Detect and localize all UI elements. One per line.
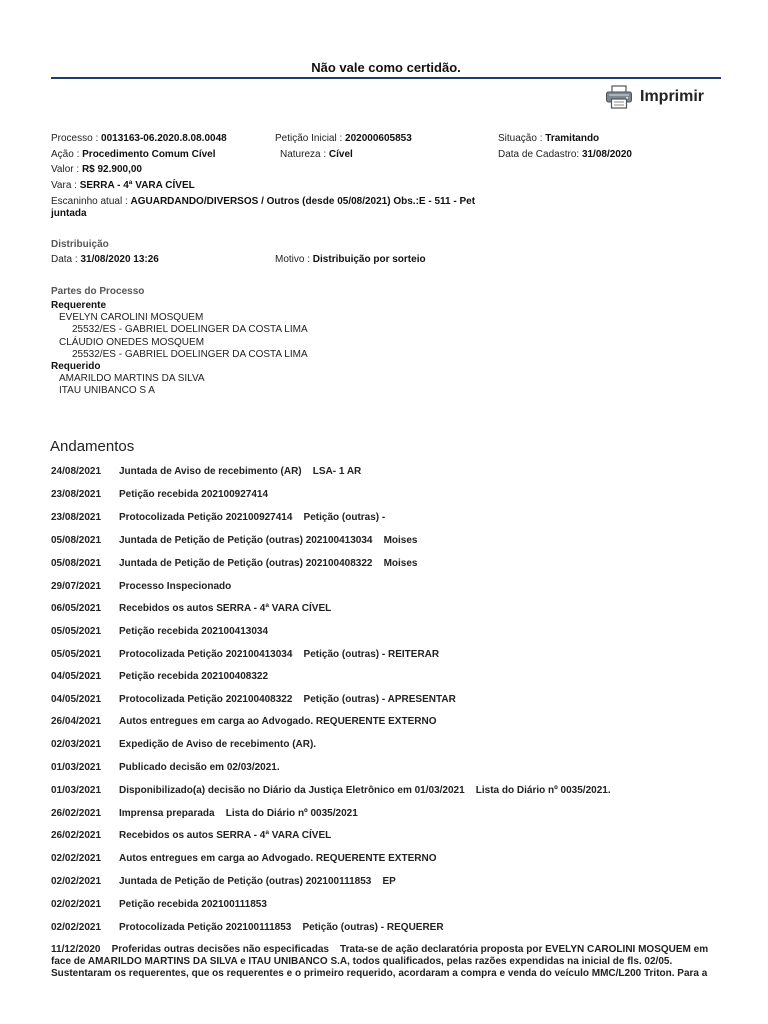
escaninho-field: Escaninho atual : AGUARDANDO/DIVERSOS / Outros (desde 05/08/2021) Obs.:E - 511 - Pet: [51, 196, 476, 207]
andamentos-title: Andamentos: [50, 438, 135, 455]
andamento-row: 26/02/2021 Recebidos os autos SERRA - 4ª VARA CÍVEL: [51, 830, 332, 841]
andamento-row: 24/08/2021 Juntada de Aviso de recebimento (AR) LSA- 1 AR: [51, 466, 362, 477]
andamento-row: 02/02/2021 Juntada de Petição de Petição (outras) 202100111853 EP: [51, 876, 396, 887]
andamento-row: 04/05/2021 Protocolizada Petição 202100408322 Petição (outras) - APRESENTAR: [51, 694, 456, 705]
andamento-row: 01/03/2021 Disponibilizado(a) decisão no Diário da Justiça Eletrônico em 01/03/2021 Lista do Diário nº 0035/2021.: [51, 785, 611, 796]
andamento-row: 05/05/2021 Protocolizada Petição 202100413034 Petição (outras) - REITERAR: [51, 649, 440, 660]
andamento-row: 02/02/2021 Protocolizada Petição 202100111853 Petição (outras) - REQUERER: [51, 922, 444, 933]
party-name: AMARILDO MARTINS DA SILVA: [59, 373, 205, 385]
andamento-row: 04/05/2021 Petição recebida 202100408322: [51, 671, 268, 682]
valor-field: Valor : R$ 92.900,00: [51, 164, 142, 175]
distribuicao-motivo: Motivo : Distribuição por sorteio: [275, 254, 426, 265]
natureza-field: Natureza : Cível: [280, 149, 353, 160]
acao-field: Ação : Procedimento Comum Cível: [51, 149, 216, 160]
vara-field: Vara : SERRA - 4ª VARA CÍVEL: [51, 180, 195, 191]
andamento-row: 29/07/2021 Processo Inspecionado: [51, 581, 232, 592]
partes-list: [51, 300, 308, 398]
processo-field: Processo : 0013163-06.2020.8.08.0048: [51, 133, 227, 144]
andamento-row: 02/02/2021 Autos entregues em carga ao Advogado. REQUERENTE EXTERNO: [51, 853, 437, 864]
cadastro-field: Data de Cadastro: 31/08/2020: [498, 149, 632, 160]
party-name: ITAU UNIBANCO S A: [59, 385, 155, 397]
andamento-row: 05/08/2021 Juntada de Petição de Petição (outras) 202100413034 Moises: [51, 535, 418, 546]
lawyer-name: 25532/ES - GABRIEL DOELINGER DA COSTA LIMA: [72, 348, 308, 360]
andamento-row: 05/05/2021 Petição recebida 202100413034: [51, 626, 268, 637]
escaninho-field-cont: juntada: [51, 208, 87, 219]
requerido-label: Requerido: [51, 361, 101, 373]
requerente-label: Requerente: [51, 300, 107, 311]
andamento-row: 23/08/2021 Petição recebida 202100927414: [51, 489, 268, 500]
print-button[interactable]: [605, 84, 704, 110]
distribuicao-title: Distribuição: [51, 239, 109, 250]
andamento-row: 26/04/2021 Autos entregues em carga ao Advogado. REQUERENTE EXTERNO: [51, 716, 437, 727]
lawyer-name: 25532/ES - GABRIEL DOELINGER DA COSTA LIMA: [72, 324, 308, 336]
distribuicao-data: Data : 31/08/2020 13:26: [51, 254, 159, 265]
situacao-field: Situação : Tramitando: [498, 133, 600, 144]
andamento-row: 05/08/2021 Juntada de Petição de Petição (outras) 202100408322 Moises: [51, 558, 418, 569]
printer-icon: [605, 85, 633, 109]
andamento-row: 02/03/2021 Expedição de Aviso de recebimento (AR).: [51, 739, 317, 750]
party-name: EVELYN CAROLINI MOSQUEM: [59, 312, 204, 324]
andamento-row: 23/08/2021 Protocolizada Petição 202100927414 Petição (outras) -: [51, 512, 386, 523]
party-name: CLÁUDIO ONEDES MOSQUEM: [59, 336, 205, 348]
andamento-row: 26/02/2021 Imprensa preparada Lista do Diário nº 0035/2021: [51, 808, 358, 819]
print-label: Imprimir: [640, 88, 705, 105]
andamento-row-long: 11/12/2020 Proferidas outras decisões não especificadas Trata-se de ação declaratória proposta por EVELYN CAROLINI MOSQUEM em face de AMARILDO MARTINS DA SILVA e ITAU UNIBANCO S.A, todos qualificados, pelas razões expendidas na inicial de fls. 02/05. Sustentaram os requerentes, que os requerentes e o primeiro requerido, acordaram a compra e venda do veículo MMC/L200 Triton. Para a: [51, 944, 711, 979]
peticao-field: Petição Inicial : 202000605853: [275, 133, 412, 144]
andamento-row: 06/05/2021 Recebidos os autos SERRA - 4ª VARA CÍVEL: [51, 603, 332, 614]
partes-title: Partes do Processo: [51, 286, 145, 297]
page-title: Não vale como certidão.: [311, 60, 461, 75]
andamento-row: 01/03/2021 Publicado decisão em 02/03/2021.: [51, 762, 280, 773]
header-divider: [51, 77, 721, 79]
andamento-row: 02/02/2021 Petição recebida 202100111853: [51, 899, 267, 910]
